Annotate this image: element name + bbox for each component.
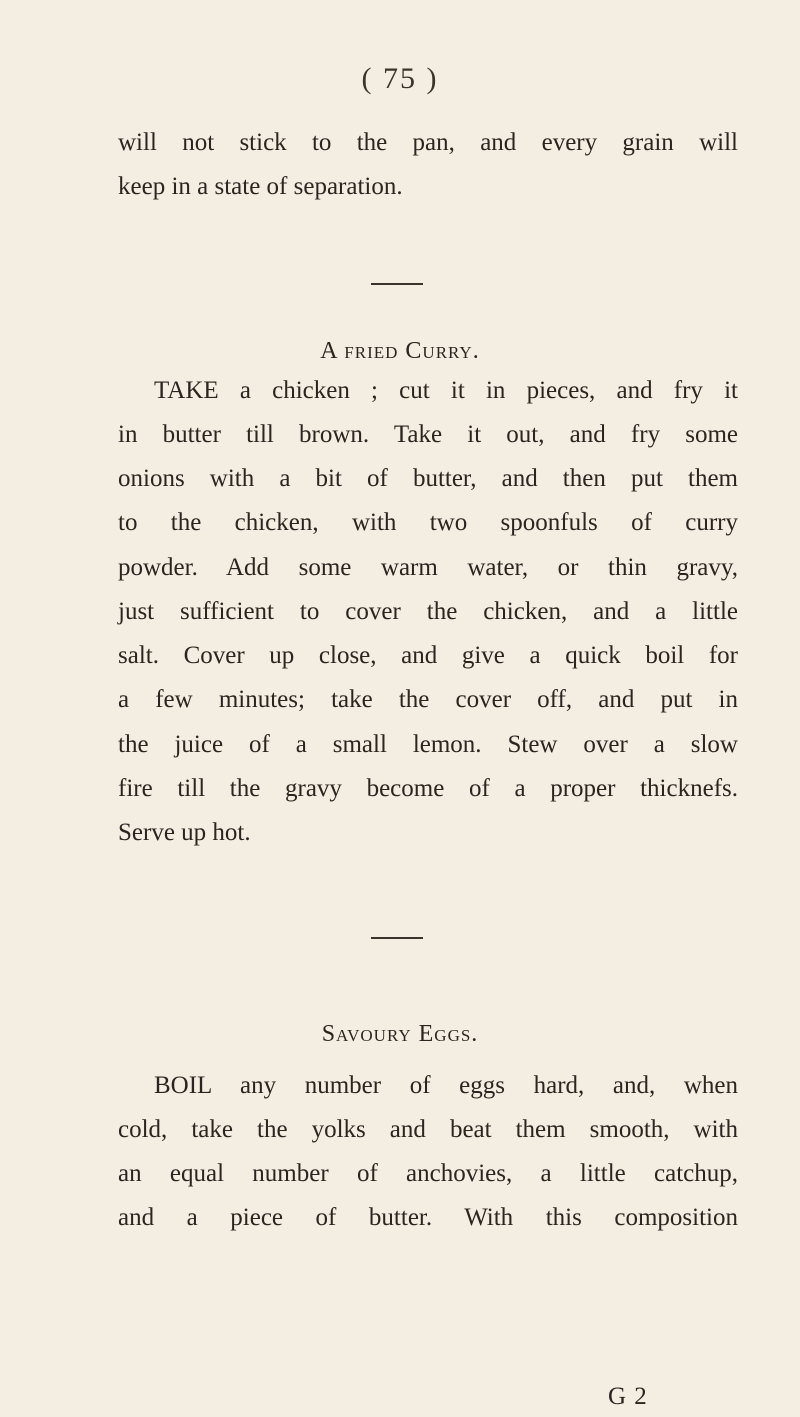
section-divider <box>371 937 423 939</box>
text-line: Serve up hot. <box>118 819 251 846</box>
text-line: and a piece of butter. With this composition <box>118 1204 738 1231</box>
section-heading-fried-curry: A fried Curry. <box>320 338 480 364</box>
text-line: to the chicken, with two spoonfuls of curry <box>118 509 738 536</box>
text-line: BOIL any number of eggs hard, and, when <box>154 1072 738 1099</box>
text-line: the juice of a small lemon. Stew over a slow <box>118 731 738 758</box>
section-divider <box>371 283 423 285</box>
text-line: fire till the gravy become of a proper thicknefs. <box>118 775 738 802</box>
text-line: onions with a bit of butter, and then put them <box>118 465 738 492</box>
text-line: will not stick to the pan, and every grain will <box>118 129 738 156</box>
text-line: keep in a state of separation. <box>118 173 403 200</box>
text-line: TAKE a chicken ; cut it in pieces, and fry it <box>154 377 738 404</box>
text-line: a few minutes; take the cover off, and put in <box>118 686 738 713</box>
text-line: an equal number of anchovies, a little catchup, <box>118 1160 738 1187</box>
text-line: cold, take the yolks and beat them smooth, with <box>118 1116 738 1143</box>
text-line: in butter till brown. Take it out, and fry some <box>118 421 738 448</box>
text-line: powder. Add some warm water, or thin gravy, <box>118 554 738 581</box>
signature-mark: G 2 <box>608 1383 648 1410</box>
text-line: salt. Cover up close, and give a quick boil for <box>118 642 738 669</box>
page-number: ( 75 ) <box>361 62 439 95</box>
text-line: just sufficient to cover the chicken, and a little <box>118 598 738 625</box>
section-heading-savoury-eggs: Savoury Eggs. <box>321 1021 479 1047</box>
